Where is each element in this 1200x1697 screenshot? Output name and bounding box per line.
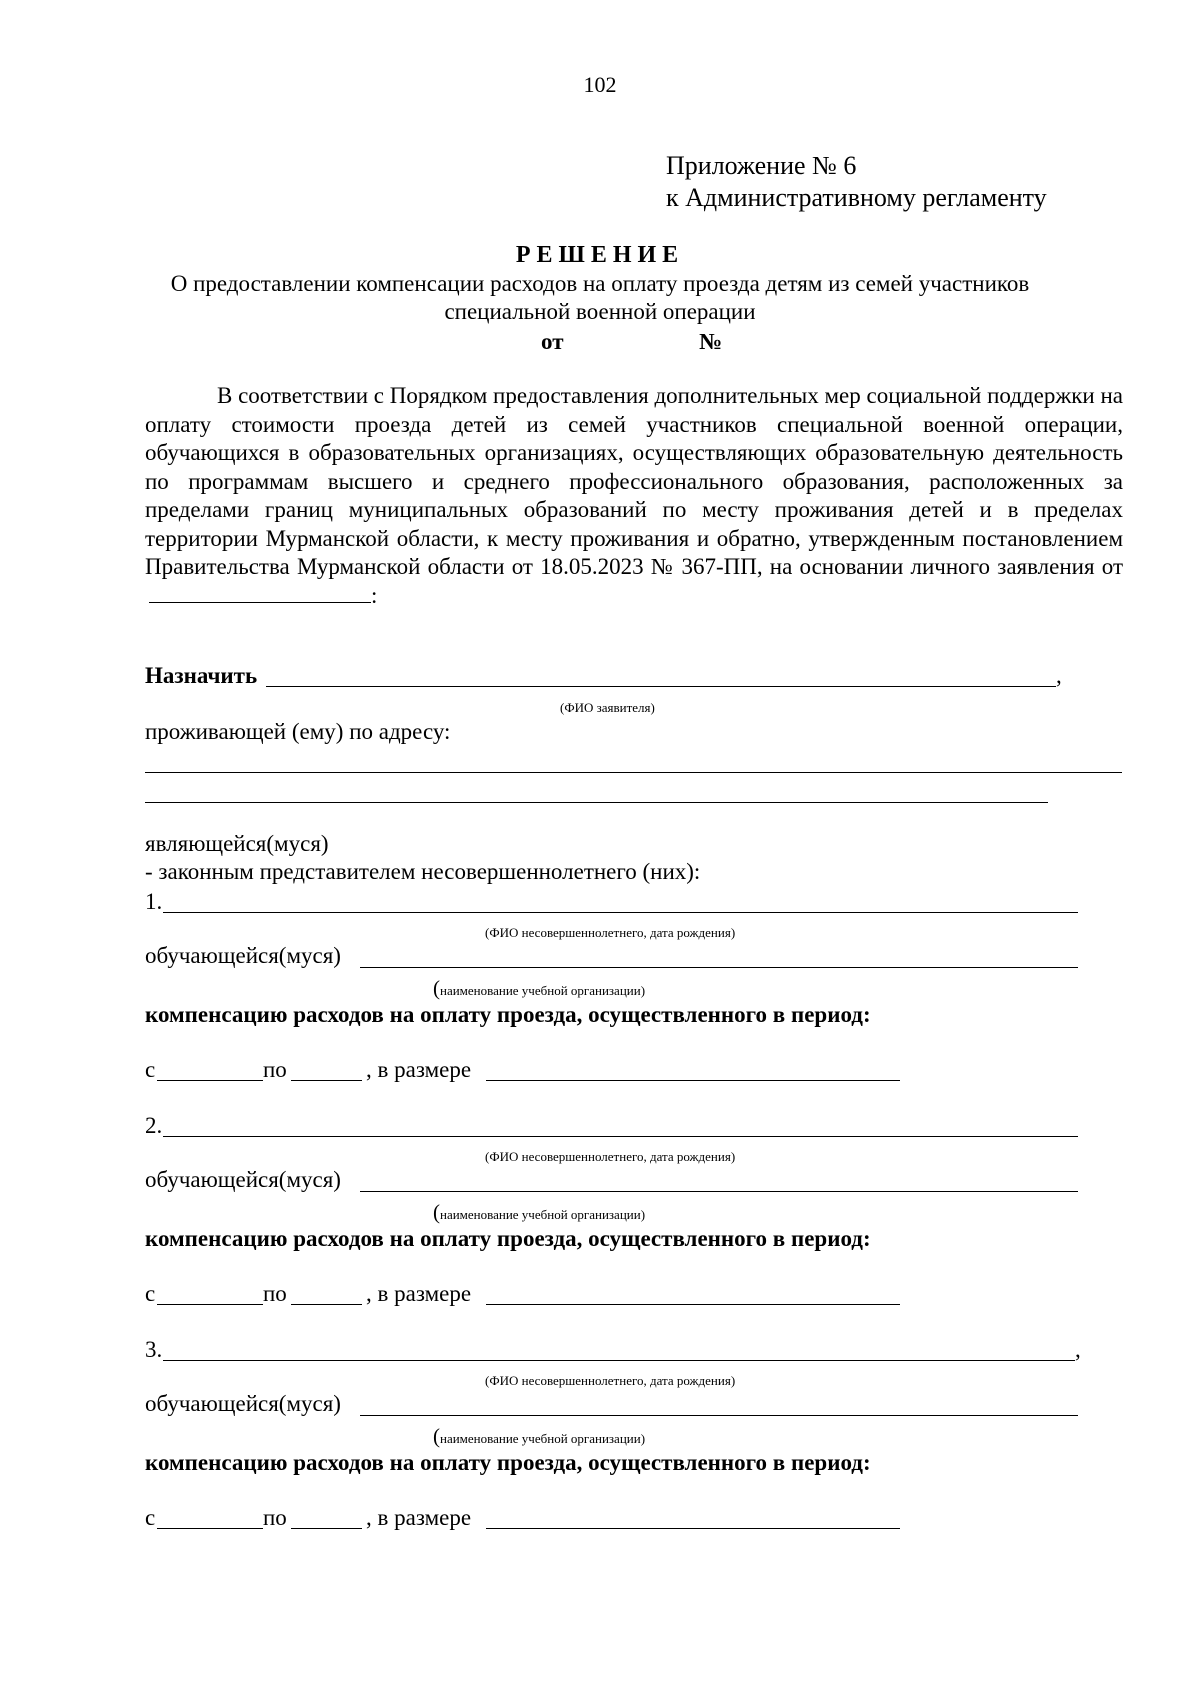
appendix-reference: к Административному регламенту bbox=[666, 183, 1047, 212]
organization-field[interactable] bbox=[360, 1415, 1078, 1416]
decision-date-label: от bbox=[541, 329, 564, 354]
applicant-caption: (ФИО заявителя) bbox=[560, 700, 655, 715]
legal-representative-label: - законным представителем несовершеннолетнего (них): bbox=[145, 859, 701, 884]
child-number: 1. bbox=[145, 889, 163, 914]
studying-label: обучающейся(муся) bbox=[145, 1167, 341, 1192]
decision-subtitle-line1: О предоставлении компенсации расходов на оплату проезда детям из семей участников bbox=[170, 271, 1030, 296]
address-field-2[interactable] bbox=[145, 802, 1048, 803]
studying-label: обучающейся(муся) bbox=[145, 943, 341, 968]
period-from-field[interactable] bbox=[157, 1528, 263, 1529]
decision-subtitle-line2: специальной военной операции bbox=[444, 299, 756, 324]
amount-label: , в размере bbox=[366, 1505, 472, 1530]
period-to-field[interactable] bbox=[291, 1304, 362, 1305]
compensation-text: компенсацию расходов на оплату проезда, осуществленного в период: bbox=[145, 1450, 871, 1475]
studying-label: обучающейся(муся) bbox=[145, 1391, 341, 1416]
minor-caption: (ФИО несовершеннолетнего, дата рождения) bbox=[485, 925, 736, 940]
intro-paragraph bbox=[145, 382, 1123, 610]
amount-field[interactable] bbox=[486, 1080, 900, 1081]
applicant-name-field[interactable] bbox=[266, 686, 1056, 687]
decision-number-label: № bbox=[699, 329, 723, 354]
amount-label: , в размере bbox=[366, 1057, 472, 1082]
minor-name-field[interactable] bbox=[163, 912, 1078, 913]
child-number: 3. bbox=[145, 1337, 163, 1362]
assign-label: Назначить bbox=[145, 663, 258, 688]
amount-field[interactable] bbox=[486, 1304, 900, 1305]
assign-comma: , bbox=[1056, 663, 1062, 688]
decision-title: РЕШЕНИЕ bbox=[515, 242, 685, 268]
intro-text: В соответствии с Порядком предоставления дополнительных мер социальной поддержки на оплату стоимости проезда детей из семей участников специальной военной операции, обучающихся в образовательных организациях, осуществляющих образовательную деятельность по программам высшего и среднего профессионального образования, расположенных за пределами границ муниципальных образований по месту проживания детей и в пределах территории Мурманской области, к месту проживания и обратно, утвержденным постановлением Правительства Мурманской области от 18.05.2023 № 367-ПП, на основании личного заявления от bbox=[145, 383, 1123, 579]
organization-field[interactable] bbox=[360, 1191, 1078, 1192]
organization-caption: (наименование учебной организации) bbox=[433, 1200, 646, 1224]
minor-name-field[interactable] bbox=[163, 1136, 1078, 1137]
amount-label: , в размере bbox=[366, 1281, 472, 1306]
page-number: 102 bbox=[583, 72, 617, 97]
period-to-field[interactable] bbox=[291, 1080, 362, 1081]
period-from-label: с bbox=[145, 1057, 156, 1082]
application-date-field[interactable] bbox=[149, 602, 371, 603]
period-to-label: по bbox=[263, 1281, 287, 1306]
period-from-label: с bbox=[145, 1505, 156, 1530]
being-label: являющейся(муся) bbox=[145, 831, 329, 856]
appendix-number: Приложение № 6 bbox=[666, 151, 857, 180]
organization-caption: (наименование учебной организации) bbox=[433, 976, 646, 1000]
period-to-label: по bbox=[263, 1505, 287, 1530]
minor-trailing-comma: , bbox=[1075, 1337, 1081, 1362]
compensation-text: компенсацию расходов на оплату проезда, осуществленного в период: bbox=[145, 1226, 871, 1251]
minor-caption: (ФИО несовершеннолетнего, дата рождения) bbox=[485, 1373, 736, 1388]
organization-caption: (наименование учебной организации) bbox=[433, 1424, 646, 1448]
appendix-block bbox=[666, 150, 1047, 214]
minor-caption: (ФИО несовершеннолетнего, дата рождения) bbox=[485, 1149, 736, 1164]
period-from-field[interactable] bbox=[157, 1304, 263, 1305]
child-number: 2. bbox=[145, 1113, 163, 1138]
period-from-label: с bbox=[145, 1281, 156, 1306]
period-to-field[interactable] bbox=[291, 1528, 362, 1529]
intro-end: : bbox=[371, 582, 378, 608]
address-field-1[interactable] bbox=[145, 772, 1122, 773]
period-to-label: по bbox=[263, 1057, 287, 1082]
address-label: проживающей (ему) по адресу: bbox=[145, 719, 451, 744]
compensation-text: компенсацию расходов на оплату проезда, осуществленного в период: bbox=[145, 1002, 871, 1027]
period-from-field[interactable] bbox=[157, 1080, 263, 1081]
minor-name-field[interactable] bbox=[163, 1360, 1075, 1361]
amount-field[interactable] bbox=[486, 1528, 900, 1529]
organization-field[interactable] bbox=[360, 967, 1078, 968]
